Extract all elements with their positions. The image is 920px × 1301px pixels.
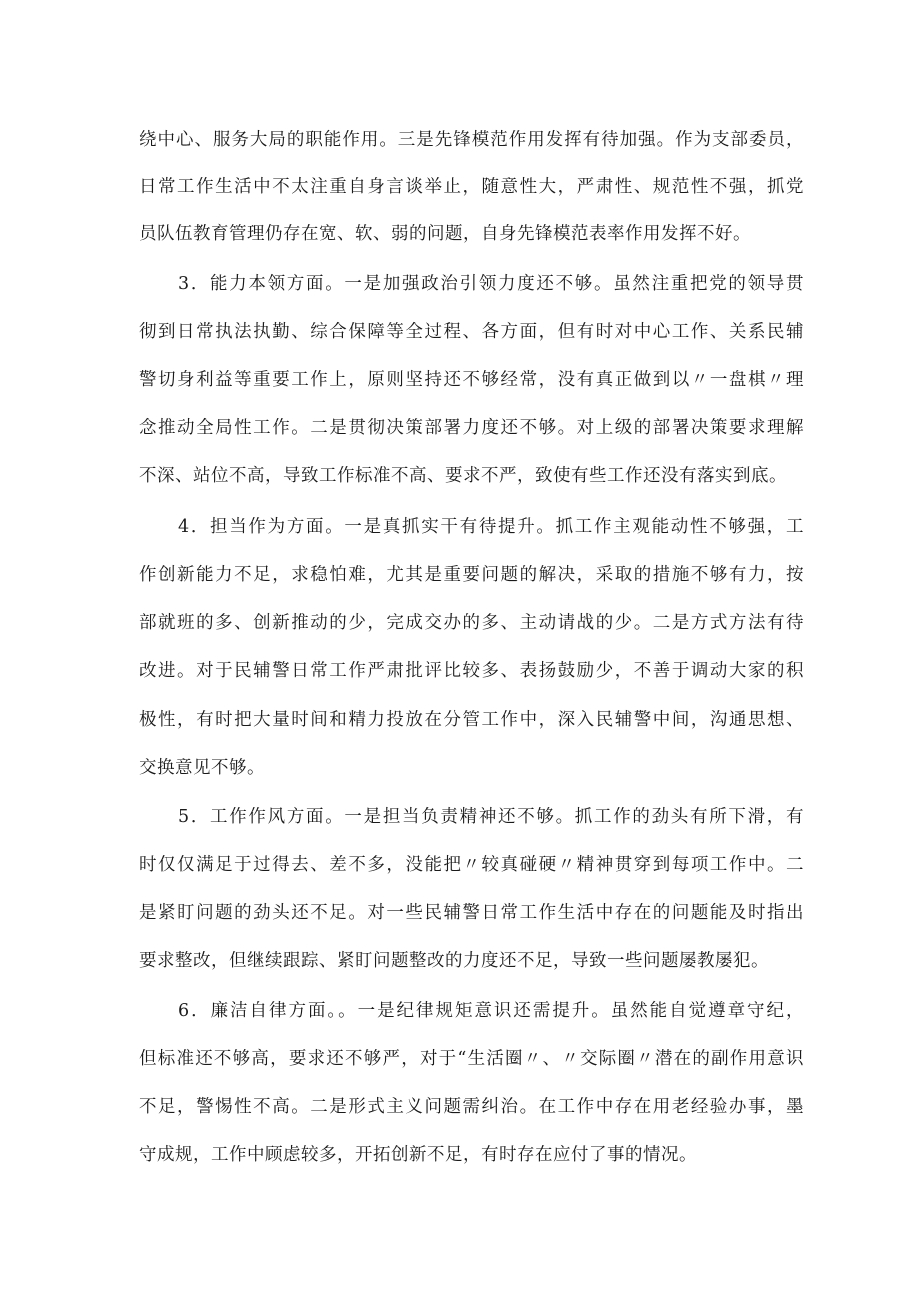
paragraph-line: 交换意见不够。 xyxy=(139,758,265,778)
paragraph-line: 时仅仅满足于过得去、差不多，没能把〃较真碰硬〃精神贯穿到每项工作中。二 xyxy=(139,855,804,875)
paragraph-line: 不深、站位不高，导致工作标准不高、要求不严，致使有些工作还没有落实到底。 xyxy=(139,466,787,486)
section-heading-line: 5．工作作风方面。一是担当负责精神还不够。抓工作的劲头有所下滑，有 xyxy=(178,807,804,827)
paragraph-line: 部就班的多、创新推动的少，完成交办的多、主动请战的少。二是方式方法有待 xyxy=(139,613,804,633)
section-heading-line: 6．廉洁自律方面。。一是纪律规矩意识还需提升。虽然能自觉遵章守纪， xyxy=(178,1001,804,1021)
paragraph-line: 警切身利益等重要工作上，原则坚持还不够经常，没有真正做到以〃一盘棋〃理 xyxy=(139,370,804,390)
paragraph-line: 不足，警惕性不高。二是形式主义问题需纠治。在工作中存在用老经验办事，墨 xyxy=(139,1097,804,1117)
paragraph-line: 守成规，工作中顾虑较多，开拓创新不足，有时存在应付了事的情况。 xyxy=(139,1145,697,1165)
paragraph-line: 彻到日常执法执勤、综合保障等全过程、各方面，但有时对中心工作、关系民辅 xyxy=(139,322,804,342)
paragraph-line: 要求整改，但继续跟踪、紧盯问题整改的力度还不足，导致一些问题屡教屡犯。 xyxy=(139,951,769,971)
paragraph-line: 日常工作生活中不太注重自身言谈举止，随意性大，严肃性、规范性不强，抓党 xyxy=(139,177,804,197)
paragraph-line: 是紧盯问题的劲头还不足。对一些民辅警日常工作生活中存在的问题能及时指出 xyxy=(139,903,804,923)
paragraph-line: 绕中心、服务大局的职能作用。三是先锋模范作用发挥有待加强。作为支部委员， xyxy=(139,130,804,150)
paragraph-line: 但标准还不够高，要求还不够严，对于“生活圈〃、〃交际圈〃潜在的副作用意识 xyxy=(139,1049,804,1069)
section-heading-line: 4．担当作为方面。一是真抓实干有待提升。抓工作主观能动性不够强，工 xyxy=(178,517,804,537)
paragraph-line: 改进。对于民辅警日常工作严肃批评比较多、表扬鼓励少，不善于调动大家的积 xyxy=(139,661,804,681)
section-heading-line: 3．能力本领方面。一是加强政治引领力度还不够。虽然注重把党的领导贯 xyxy=(178,274,804,294)
paragraph-line: 极性，有时把大量时间和精力投放在分管工作中，深入民辅警中间，沟通思想、 xyxy=(139,710,804,730)
paragraph-line: 念推动全局性工作。二是贯彻决策部署力度还不够。对上级的部署决策要求理解 xyxy=(139,418,804,438)
paragraph-line: 作创新能力不足，求稳怕难，尤其是重要问题的解决，采取的措施不够有力，按 xyxy=(139,565,804,585)
paragraph-line: 员队伍教育管理仍存在宽、软、弱的问题，自身先锋模范表率作用发挥不好。 xyxy=(139,224,751,244)
